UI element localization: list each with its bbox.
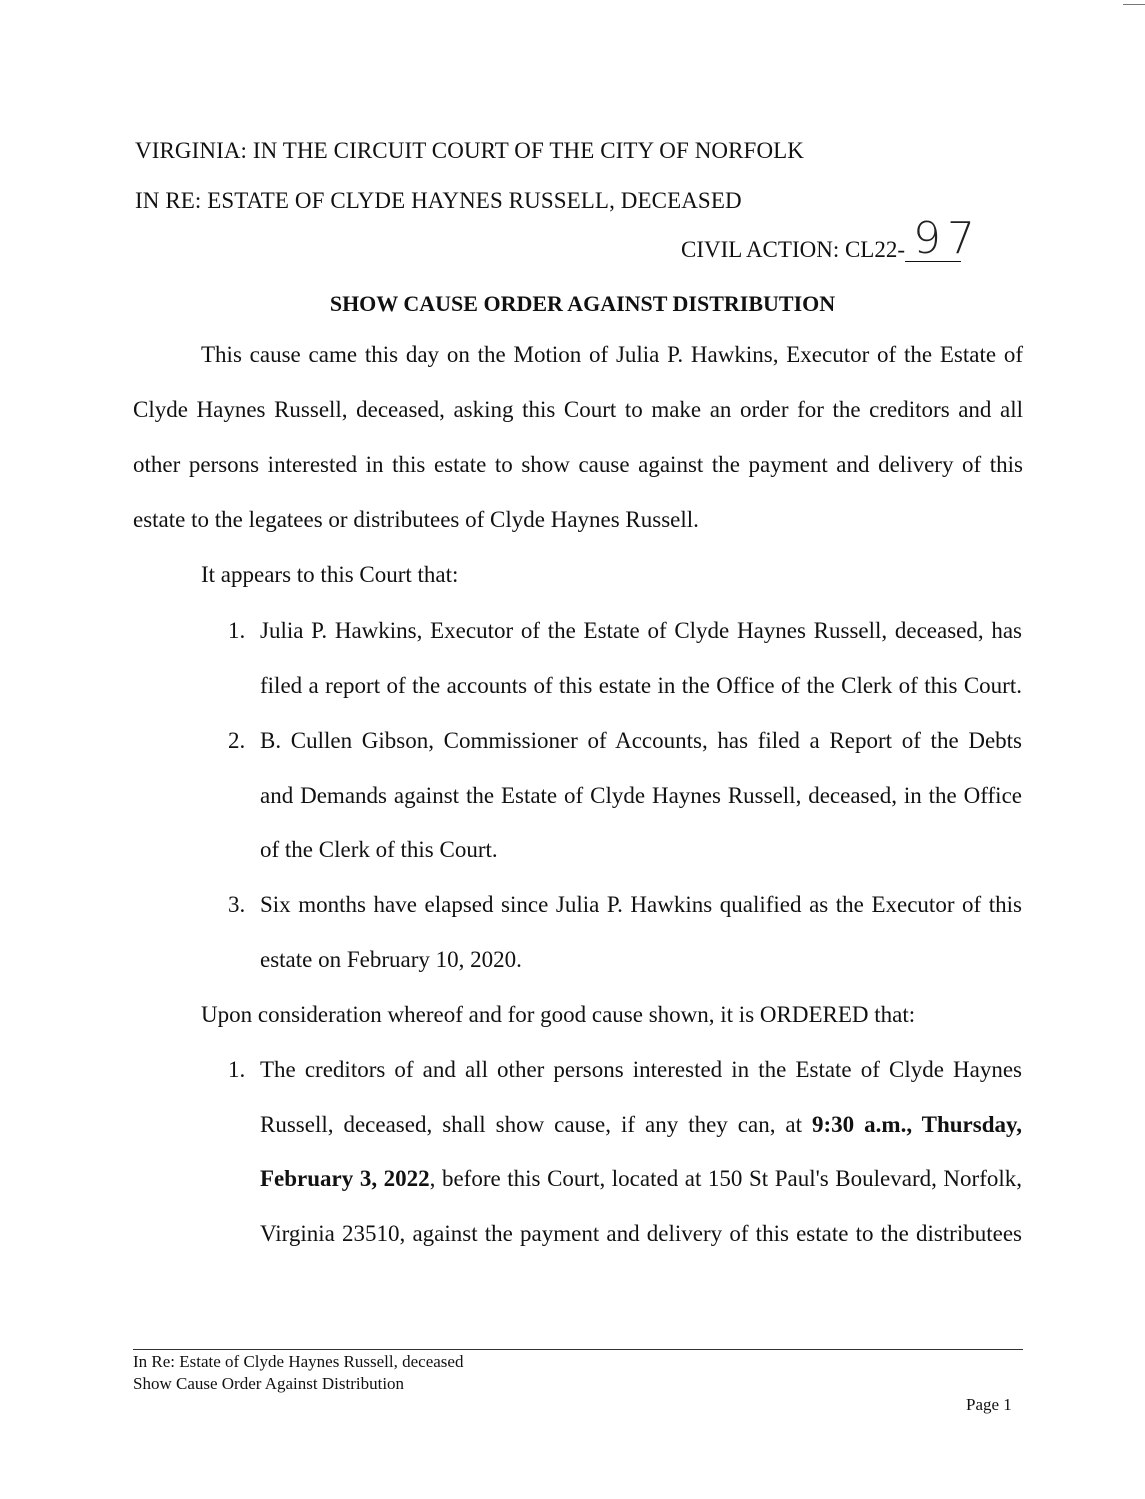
order-1-line-3-text: , before this Court, located at 150 St Paul's Boulevard, Norfolk, (429, 1166, 1022, 1191)
order-title: SHOW CAUSE ORDER AGAINST DISTRIBUTION (329, 291, 836, 316)
order-1-line-4: Virginia 23510, against the payment and delivery of this estate to the distributees (260, 1221, 1022, 1246)
finding-1-line-1: Julia P. Hawkins, Executor of the Estate of Clyde Haynes Russell, deceased, has (260, 618, 1022, 643)
order-1-line-2 (260, 1111, 1022, 1139)
order-1-line-1: The creditors of and all other persons interested in the Estate of Clyde Haynes (260, 1057, 1022, 1082)
ordered-heading: Upon consideration whereof and for good cause shown, it is ORDERED that: (201, 1002, 916, 1027)
court-caption: VIRGINIA: IN THE CIRCUIT COURT OF THE CITY OF NORFOLK (135, 138, 805, 163)
footer-rule (133, 1349, 1023, 1350)
intro-line-3: other persons interested in this estate to show cause against the payment and delivery of this (133, 452, 1023, 477)
case-number-blank (905, 213, 982, 264)
hearing-date: February 3, 2022 (260, 1166, 430, 1191)
page-number: Page 1 (966, 1395, 1012, 1414)
handwritten-case-number: 97 (913, 213, 982, 264)
finding-2-line-1: B. Cullen Gibson, Commissioner of Accounts, has filed a Report of the Debts (260, 728, 1022, 753)
finding-1-line-2: filed a report of the accounts of this estate in the Office of the Clerk of this Court. (260, 673, 1022, 698)
footer-line-2: Show Cause Order Against Distribution (133, 1374, 405, 1393)
finding-2-number: 2. (228, 728, 246, 753)
appears-heading: It appears to this Court that: (201, 562, 459, 587)
footer-line-1: In Re: Estate of Clyde Haynes Russell, deceased (133, 1352, 464, 1371)
finding-1-number: 1. (228, 618, 246, 643)
civil-action-number (681, 213, 982, 264)
finding-3-line-1: Six months have elapsed since Julia P. Hawkins qualified as the Executor of this (260, 892, 1022, 917)
finding-3-number: 3. (228, 892, 246, 917)
finding-3-line-2: estate on February 10, 2020. (260, 947, 522, 972)
hearing-time: 9:30 a.m., Thursday, (812, 1112, 1022, 1137)
order-1-line-2-text: Russell, deceased, shall show cause, if any they can, at (260, 1112, 813, 1137)
intro-line-4: estate to the legatees or distributees of Clyde Haynes Russell. (133, 507, 699, 532)
estate-caption: IN RE: ESTATE OF CLYDE HAYNES RUSSELL, DECEASED (135, 188, 742, 213)
finding-2-line-3: of the Clerk of this Court. (260, 837, 498, 862)
scan-edge-mark (1123, 4, 1145, 5)
intro-line-1: This cause came this day on the Motion of Julia P. Hawkins, Executor of the Estate of (201, 342, 1023, 367)
intro-line-2: Clyde Haynes Russell, deceased, asking this Court to make an order for the creditors and all (133, 397, 1023, 422)
finding-2-line-2: and Demands against the Estate of Clyde Haynes Russell, deceased, in the Office (260, 783, 1022, 808)
civil-action-label: CIVIL ACTION: CL22- (681, 237, 906, 262)
order-1-line-3 (260, 1165, 1022, 1193)
order-1-number: 1. (228, 1057, 246, 1082)
